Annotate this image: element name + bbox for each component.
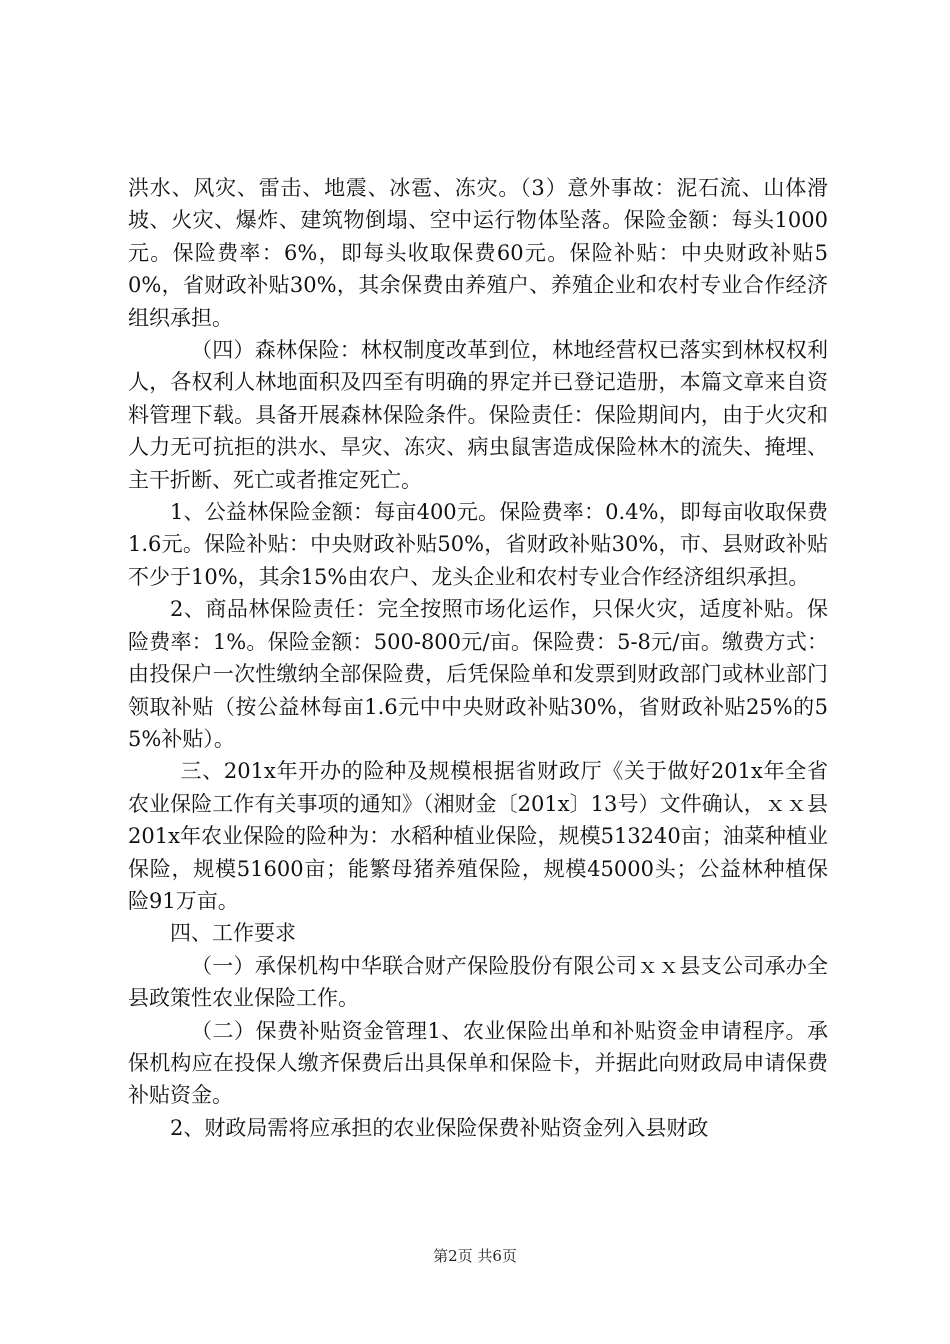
paragraph-subsidy-management: （二）保费补贴资金管理1、农业保险出单和补贴资金申请程序。承保机构应在投保人缴齐保费后出具保单和保险卡，并据此向财政局申请保费补贴资金。 xyxy=(128,1018,828,1108)
paragraph-insurance-scale: 三、201x年开办的险种及规模根据省财政厅《关于做好201x年全省农业保险工作有关事项的通知》（湘财金〔201x〕13号）文件确认，ｘｘ县201x年农业保险的险种为：水稻种植业保险，规模513240亩；油菜种植业保险，规模51600亩；能繁母猪养殖保险，规模45000头；公益林种植保险91万亩。 xyxy=(128,759,828,913)
paragraph-livestock-insurance: 洪水、风灾、雷击、地震、冰雹、冻灾。（3）意外事故：泥石流、山体滑坡、火灾、爆炸、建筑物倒塌、空中运行物体坠落。保险金额：每头1000元。保险费率：6%，即每头收取保费60元。保险补贴：中央财政补贴50%，省财政补贴30%，其余保费由养殖户、养殖企业和农村专业合作经济组织承担。 xyxy=(128,176,828,330)
section-heading-work-requirements: 四、工作要求 xyxy=(170,921,296,946)
paragraph-finance-bureau: 2、财政局需将应承担的农业保险保费补贴资金列入县财政 xyxy=(170,1115,709,1140)
paragraph-public-forest: 1、公益林保险金额：每亩400元。保险费率：0.4%，即每亩收取保费1.6元。保险补贴：中央财政补贴50%，省财政补贴30%，市、县财政补贴不少于10%，其余15%由农户、龙头企业和农村专业合作经济组织承担。 xyxy=(128,500,828,589)
paragraph-forest-insurance: （四）森林保险：林权制度改革到位，林地经营权已落实到林权权利人，各权利人林地面积及四至有明确的界定并已登记造册，本篇文章来自资料管理下载。具备开展森林保险条件。保险责任：保险期间内，由于火灾和人力无可抗拒的洪水、旱灾、冻灾、病虫鼠害造成保险林木的流失、掩埋、主干折断、死亡或者推定死亡。 xyxy=(128,338,828,492)
paragraph-commercial-forest: 2、商品林保险责任：完全按照市场化运作，只保火灾，适度补贴。保险费率：1%。保险金额：500-800元/亩。保险费：5-8元/亩。缴费方式：由投保户一次性缴纳全部保险费，后凭保险单和发票到财政部门或林业部门领取补贴（按公益林每亩1.6元中中央财政补贴30%，省财政补贴25%的55%补贴）。 xyxy=(128,597,828,751)
paragraph-insurer: （一）承保机构中华联合财产保险股份有限公司ｘｘ县支公司承办全县政策性农业保险工作。 xyxy=(128,953,828,1011)
document-body xyxy=(128,172,828,1144)
page-number-footer: 第2页 共6页 xyxy=(433,1247,517,1265)
